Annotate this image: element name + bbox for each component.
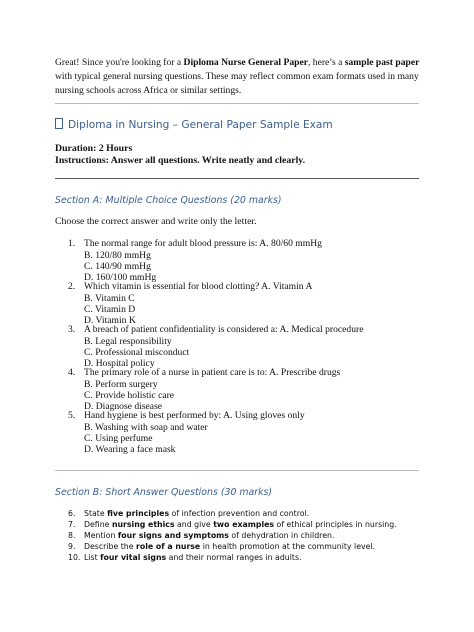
option: B. Perform surgery (84, 379, 158, 390)
intro-paragraph (55, 56, 420, 98)
question-text: The primary role of a nurse in patient care is to: A. Prescribe drugs (84, 367, 341, 378)
question-text: Define (84, 520, 112, 529)
question-keyword: four signs and symptoms (117, 531, 229, 540)
short-answer-8 (68, 531, 334, 540)
option: C. Provide holistic care (84, 390, 175, 401)
short-answer-9 (68, 542, 375, 551)
question-number: 6. (68, 509, 76, 518)
question-text: and their normal ranges in adults. (166, 553, 302, 562)
question-text: Mention (84, 531, 118, 540)
option: C. Professional misconduct (84, 347, 190, 358)
section-a-directive: Choose the correct answer and write only the letter. (55, 216, 257, 227)
option: B. Legal responsibility (84, 336, 172, 347)
question-5 (68, 411, 305, 422)
question-text: A breach of patient confidentiality is considered a: A. Medical procedure (84, 324, 364, 335)
question-text: Which vitamin is essential for blood clotting? A. Vitamin A (84, 281, 313, 292)
question-number: 2. (68, 281, 76, 292)
question-text: The normal range for adult blood pressure is: A. 80/60 mmHg (84, 238, 322, 249)
question-text: and give (174, 520, 214, 529)
option: B. Vitamin C (84, 293, 135, 304)
question-number: 10. (68, 553, 81, 562)
question-number: 1. (68, 238, 76, 249)
short-answer-6 (68, 509, 309, 518)
question-number: 3. (68, 324, 76, 335)
question-text: of ethical principles in nursing. (274, 520, 397, 529)
option: C. 140/90 mmHg (84, 261, 151, 272)
option: D. Diagnose disease (84, 401, 163, 412)
option: B. Washing with soap and water (84, 422, 208, 433)
question-4 (68, 368, 340, 379)
question-text: Hand hygiene is best performed by: A. Using gloves only (84, 410, 305, 421)
question-text: of infection prevention and control. (169, 509, 310, 518)
missing-glyph-icon (55, 118, 63, 129)
option: C. Vitamin D (84, 304, 136, 315)
intro-bold-sample: sample past paper (344, 57, 420, 68)
divider (55, 470, 419, 471)
question-number: 5. (68, 410, 76, 421)
question-text: of dehydration in children. (228, 531, 335, 540)
question-number: 7. (68, 520, 76, 529)
short-answer-10 (68, 553, 302, 562)
question-text: in health promotion at the community level. (200, 542, 376, 551)
option: C. Using perfume (84, 433, 153, 444)
question-number: 8. (68, 531, 76, 540)
option: D. Hospital policy (84, 358, 155, 369)
question-keyword: role of a nurse (136, 542, 201, 551)
option: B. 120/80 mmHg (84, 250, 151, 261)
option: D. Vitamin K (84, 315, 136, 326)
question-2 (68, 282, 312, 293)
question-number: 9. (68, 542, 76, 551)
document-title (55, 118, 333, 131)
question-keyword: five principles (107, 509, 170, 518)
intro-text: with typical general nursing questions. These may reflect common exam formats used in many nursing schools across Africa or similar settings. (55, 71, 419, 96)
section-a-heading: Section A: Multiple Choice Questions (20 marks) (55, 195, 282, 206)
question-3 (68, 325, 363, 336)
option: D. 160/100 mmHg (84, 272, 157, 283)
question-keyword: two examples (213, 520, 275, 529)
question-number: 4. (68, 367, 76, 378)
question-text: State (84, 509, 108, 518)
option: D. Wearing a face mask (84, 444, 176, 455)
instructions: Instructions: Answer all questions. Write neatly and clearly. (55, 155, 306, 166)
intro-text: Great! Since you're looking for a (55, 57, 184, 68)
section-b-heading: Section B: Short Answer Questions (30 marks) (55, 487, 273, 498)
intro-text: , here’s a (307, 57, 345, 68)
question-keyword: nursing ethics (111, 520, 175, 529)
question-keyword: four vital signs (100, 553, 167, 562)
divider (55, 103, 419, 104)
divider (55, 178, 419, 179)
document-title-text: Diploma in Nursing – General Paper Sample Exam (68, 119, 333, 131)
question-text: Describe the (84, 542, 137, 551)
duration: Duration: 2 Hours (55, 143, 133, 154)
short-answer-7 (68, 520, 397, 529)
question-text: List (84, 553, 101, 562)
question-1 (68, 239, 322, 250)
intro-bold-paper: Diploma Nurse General Paper (183, 57, 308, 68)
